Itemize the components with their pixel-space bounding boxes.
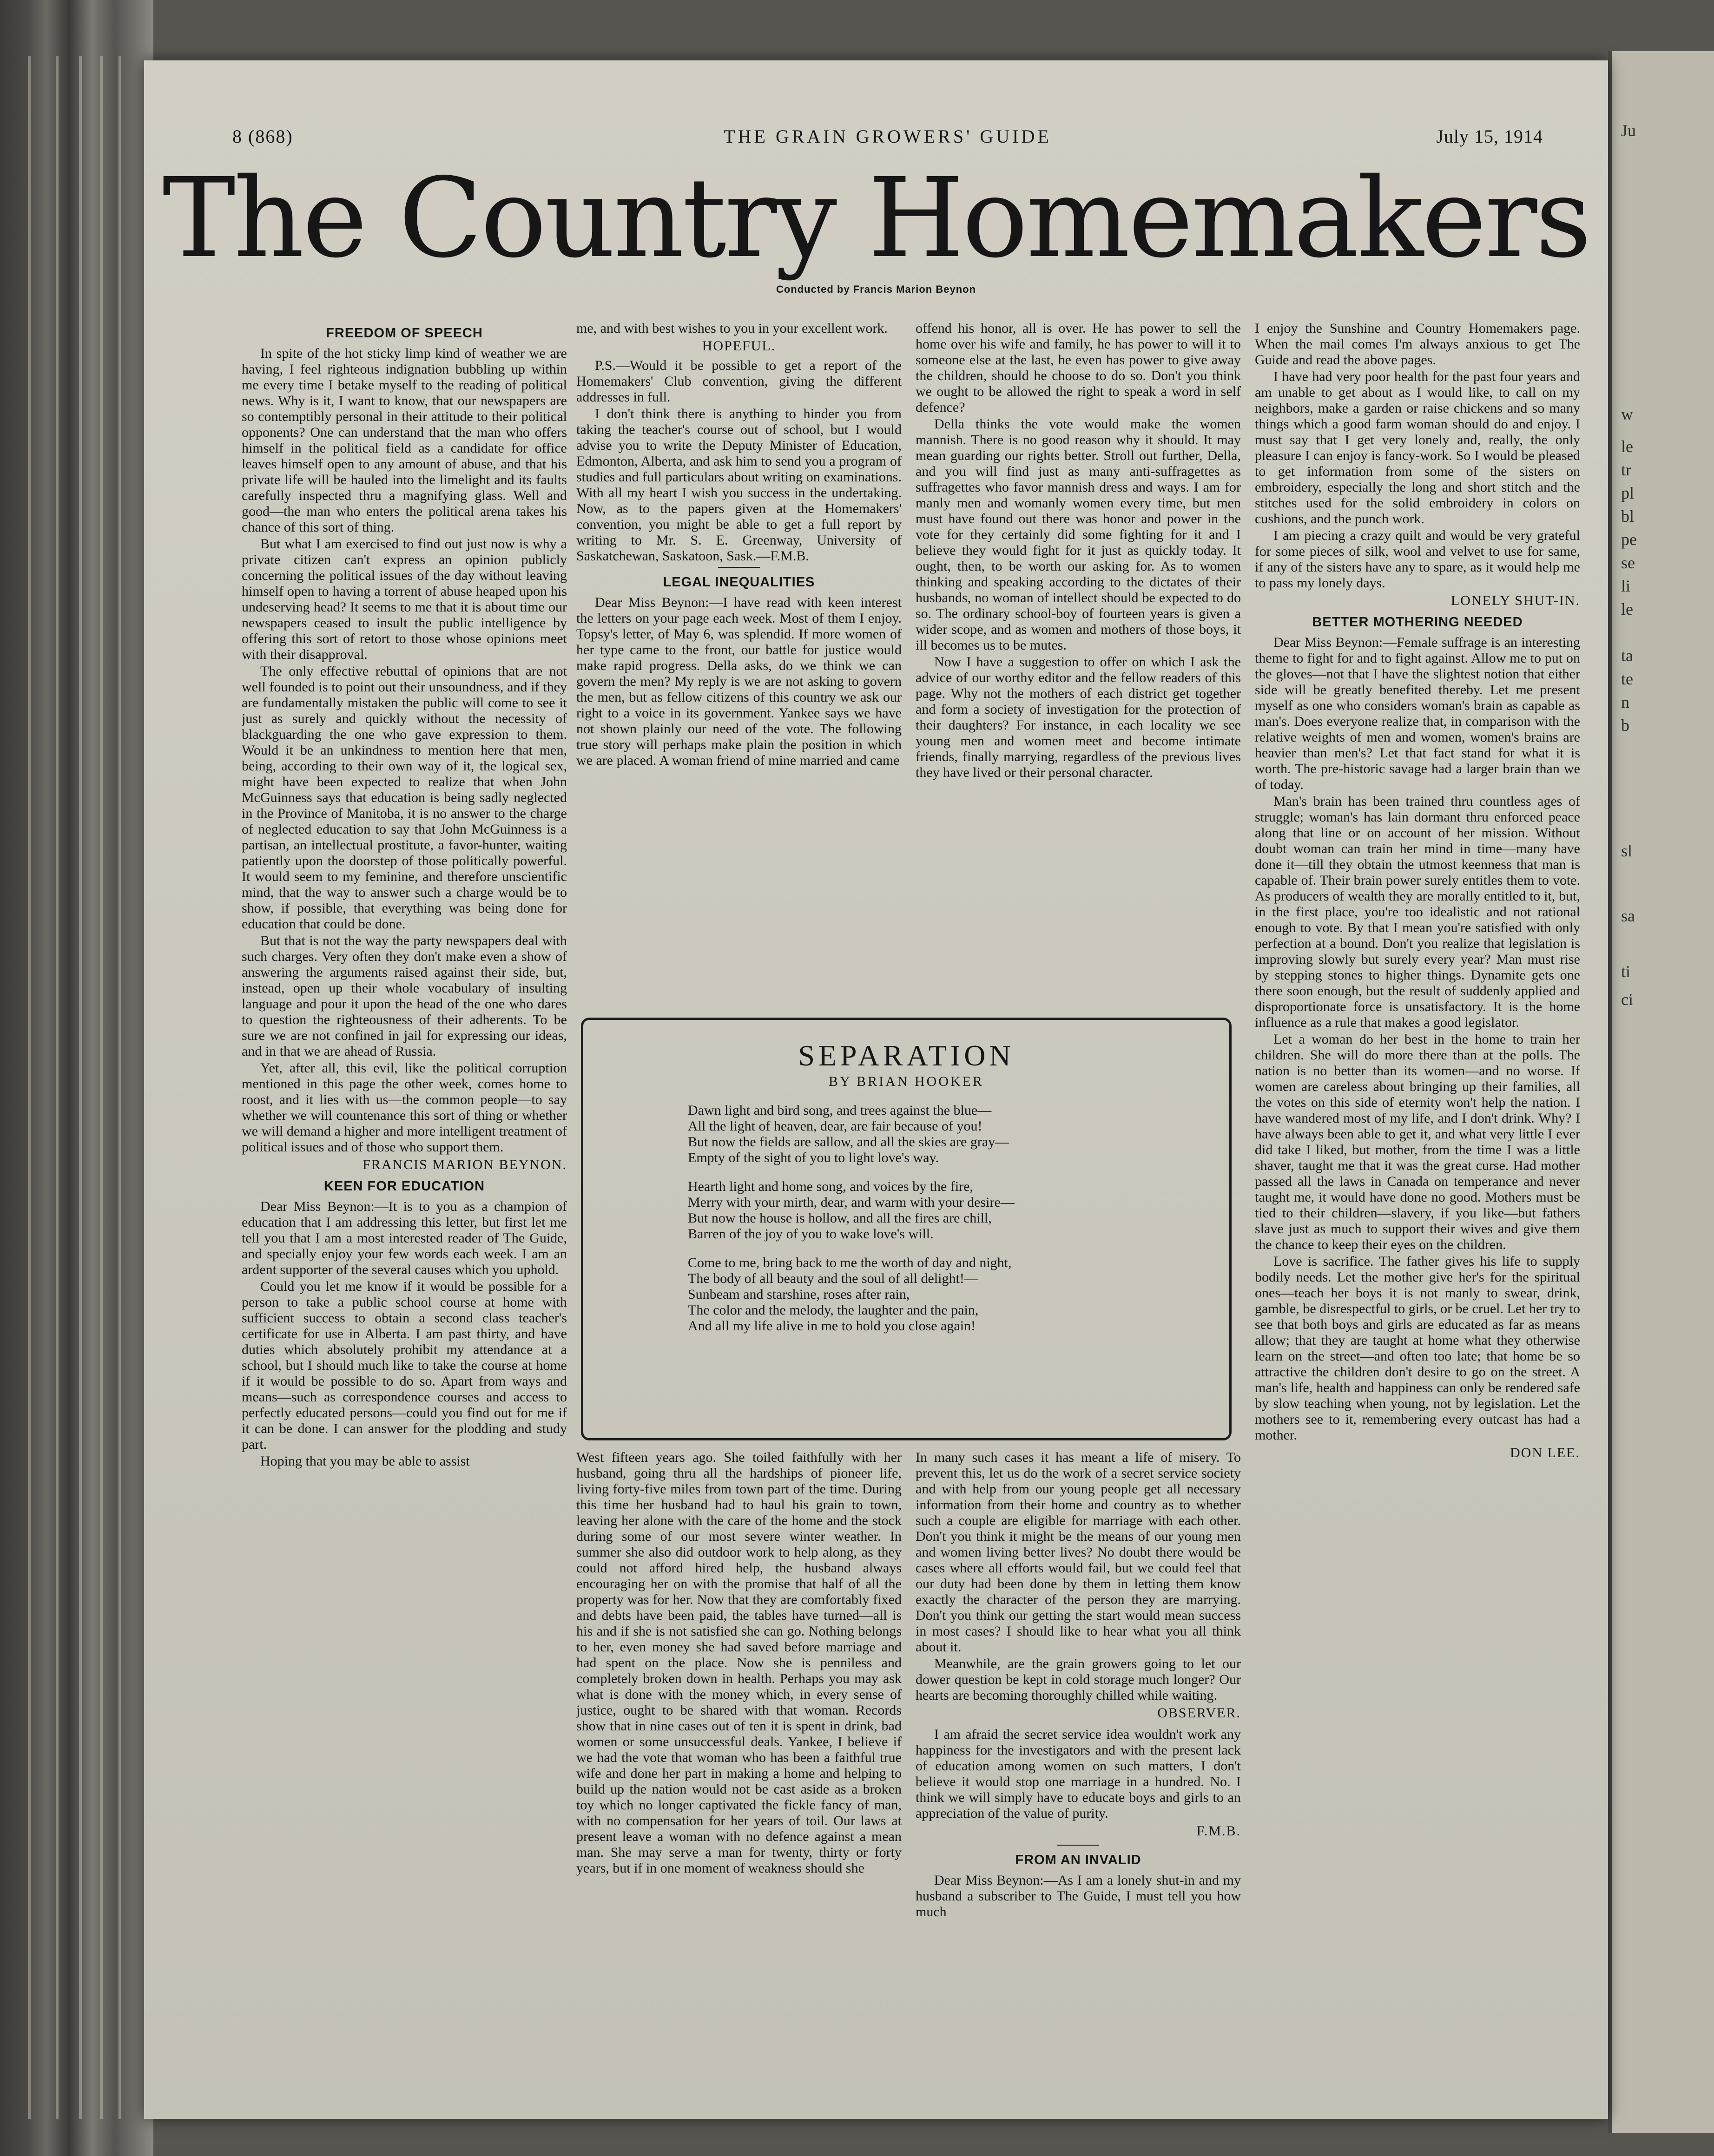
next-page-fragment: li bbox=[1621, 577, 1631, 595]
section-divider bbox=[718, 567, 760, 568]
next-page-fragment: ta bbox=[1621, 646, 1633, 665]
next-page-fragment: w bbox=[1621, 405, 1633, 423]
article-heading: LEGAL INEQUALITIES bbox=[663, 575, 815, 590]
column-3-top bbox=[916, 321, 1241, 999]
newspaper-page bbox=[144, 60, 1608, 2119]
page-header bbox=[232, 125, 1543, 153]
next-page-fragment: le bbox=[1621, 437, 1633, 456]
poem-line: Merry with your mirth, dear, and warm with your desire— bbox=[688, 1195, 1015, 1210]
publication-name: THE GRAIN GROWERS' GUIDE bbox=[724, 126, 1052, 147]
issue-date: July 15, 1914 bbox=[1436, 126, 1543, 147]
poem-line: The color and the melody, the laughter and the pain, bbox=[688, 1302, 979, 1318]
page-number: 8 (868) bbox=[232, 126, 293, 147]
article-paragraph: Meanwhile, are the grain growers going to let our dower question be kept in cold storage much longer? Our hearts are becoming thoroughly chilled while waiting. bbox=[916, 1656, 1241, 1703]
adjacent-page-edge bbox=[1608, 51, 1714, 2133]
poem-line: Empty of the sight of you to light love's way. bbox=[688, 1150, 939, 1165]
article-signature: LONELY SHUT-IN. bbox=[1450, 593, 1580, 608]
next-page-fragment: bl bbox=[1621, 507, 1635, 526]
column-4 bbox=[1255, 321, 1580, 2091]
next-page-fragment: ti bbox=[1621, 962, 1631, 981]
article-paragraph: But what I am exercised to find out just now is why a private citizen can't express an opinion publicly concerning the political issues of the day without leaving himself open to having a torrent of abuse heaped upon his undeserving head? It seems to me that it is about time our newspapers ceased to insult the public intelligence by offering this sort of retort to those whose opinions meet with their disapproval. bbox=[242, 536, 567, 662]
poem-stanza bbox=[688, 1255, 1229, 1334]
article-paragraph: Dear Miss Beynon:—It is to you as a champion of education that I am addressing this letter, but first let me tell you that I am a most interested reader of The Guide, and specially enjoy your few words each week. I am an ardent supporter of the several causes which you uphold. bbox=[242, 1199, 567, 1277]
next-page-fragment: sl bbox=[1621, 841, 1633, 860]
article-paragraph: But that is not the way the party newspapers deal with such charges. Very often they don't make even a show of answering the arguments raised against their side, but, instead, open up their whole vocabulary of insulting language and pour it upon the head of the one who dares to question the righteousness of their adherents. To be sure we are not confined in jail for expressing our ideas, and in that we are ahead of Russia. bbox=[242, 933, 567, 1059]
article-paragraph: Dear Miss Beynon:—I have read with keen interest the letters on your page each week. Most of them I enjoy. Topsy's letter, of May 6, was splendid. If more women of her type came to the front, our battle for justice would make rapid progress. Della asks, do we think we can govern the men? My reply is we are not asking to govern the men, but as fellow citizens of this country we ask our right to a voice in its government. Yankee says we have not shown plainly our need of the vote. The following true story will perhaps make plain the position in which we are placed. A woman friend of mine married and came bbox=[576, 595, 902, 768]
article-paragraph: Could you let me know if it would be possible for a person to take a public school course at home with sufficient success to obtain a second class teacher's certificate for use in Alberta. I am past thirty, and have duties which absolutely prohibit my attendance at a school, but I should much like to take the course at home if it would be possible to do so. Apart from ways and means—such as correspondence courses and access to perfectly educated persons—could you find out for me if it can be done. I can answer for the plodding and study part. bbox=[242, 1279, 567, 1452]
next-page-fragment: b bbox=[1621, 716, 1629, 735]
article-paragraph: Yet, after all, this evil, like the political corruption mentioned in this page the other week, comes home to roost, and it lies with us—the common people—to say whether we will countenance this sort of thing or whether we will demand a higher and more intelligent treatment of political issues and of those who support them. bbox=[242, 1060, 567, 1155]
article-paragraph: me, and with best wishes to you in your excellent work. bbox=[576, 321, 888, 336]
article-paragraph: Dear Miss Beynon:—As I am a lonely shut-in and my husband a subscriber to The Guide, I must tell you how much bbox=[916, 1873, 1241, 1919]
poem-line: Hearth light and home song, and voices by the fire, bbox=[688, 1179, 974, 1194]
next-page-fragment: sa bbox=[1621, 907, 1635, 925]
poem-line: Come to me, bring back to me the worth of day and night, bbox=[688, 1255, 1012, 1270]
article-paragraph: I have had very poor health for the past four years and am unable to get about as I would like, to call on my neighbors, make a garden or raise chickens and so many things which a good farm woman should do and enjoy. I must say that I get very lonely and, really, the only pleasure I can enjoy is fancy-work. So I would be pleased to get information from some of the sisters on embroidery, especially the long and short stitch and the stitches used for the solid embroidery in colors on cushions, and the punch work. bbox=[1255, 369, 1580, 526]
article-paragraph: P.S.—Would it be possible to get a report of the Homemakers' Club convention, giving the different addresses in full. bbox=[576, 358, 902, 405]
poem-line: And all my life alive in me to hold you close again! bbox=[688, 1318, 976, 1334]
column-2-bottom bbox=[576, 1450, 902, 2091]
article-paragraph: offend his honor, all is over. He has power to sell the home over his wife and family, he has power to will it to someone else at the last, he even has power to give away the children, should he choose to do so. Don't you think we ought to be allowed the right to speak a word in self defence? bbox=[916, 321, 1241, 415]
article-paragraph: Love is sacrifice. The father gives his life to supply bodily needs. Let the mother give her's for the spiritual ones—teach her boys it is not manly to swear, drink, gamble, be disrespectful to girls, or be cruel. Let her try to see that both boys and girls are educated as far as means allow; that they are taught at home what they otherwise learn on the street—and often too late; that home be so attractive the children don't desire to go on the street. A man's life, health and happiness can only be rendered safe by slow teaching when young, not by legislation. Let the mothers see to it, remembering every outcast has had a mother. bbox=[1255, 1254, 1580, 1443]
poem-box bbox=[581, 1018, 1232, 1440]
article-paragraph: In many such cases it has meant a life of misery. To prevent this, let us do the work of a secret service society and with help from our young people get all necessary information from their home and country as to whether such a couple are eligible for marriage with each other. Don't you think it might be the means of our young men and women living better lives? No doubt there would be cases where all efforts would fail, but we could feel that our duty had been done by them in letting them know exactly the character of the person they are marrying. Don't you think our getting the start would mean success in most cases? I should like to hear what you all think about it. bbox=[916, 1450, 1241, 1655]
article-signature: FRANCIS MARION BEYNON. bbox=[363, 1157, 567, 1172]
article-signature: OBSERVER. bbox=[1157, 1705, 1241, 1721]
next-page-fragment: se bbox=[1621, 553, 1635, 572]
article-paragraph: I am piecing a crazy quilt and would be very grateful for some pieces of silk, wool and velvet to use for same, if any of the sisters have any to spare, as it would help me to pass my lonely days. bbox=[1255, 528, 1580, 591]
page-title: The Country Homemakers bbox=[162, 154, 1590, 282]
next-page-fragment: te bbox=[1621, 670, 1633, 688]
article-paragraph: West fifteen years ago. She toiled faithfully with her husband, going thru all the hardships of pioneer life, living forty-five miles from town part of the time. During this time her husband had to haul his grain to town, leaving her alone with the care of the home and the stock during some of our most severe winter weather. In summer she also did outdoor work to help along, as they could not afford hired help, the husband always encouraging her on with the promise that half of all the property was for her. Now that they are comfortably fixed and debts have been paid, the tables have turned—all is his and if she is not satisfied she can go. Nothing belongs to her, even money she had saved before marriage and had spent on the place. Now she is penniless and completely broken down in health. Perhaps you may ask what is done with the money which, in every sense of justice, ought to be shared with that woman. Records show that in nine cases out of ten it is spent in drink, bad women or some unsuccessful deals. Yankee, I believe if we had the vote that woman who has been a faithful true wife and done her part in making a home and helping to build up the nation would not be cast aside as a broken toy which no longer captivated the fickle fancy of man, with no compensation for her years of toil. Our laws at present leave a woman with no defence against a mean man. She may serve a man for twenty, thirty or forty years, but if in one moment of weakness should she bbox=[576, 1450, 902, 1876]
article-paragraph: Now I have a suggestion to offer on which I ask the advice of our worthy editor and the fellow readers of this page. Why not the mothers of each district get together and form a society of investigation for the protection of their daughters? For instance, in each locality we see young men and women meet and become intimate friends, finally marrying, regardless of the previous lives they have lived or their personal character. bbox=[916, 654, 1241, 780]
poem-stanza bbox=[688, 1179, 1229, 1242]
article-paragraph: In spite of the hot sticky limp kind of weather we are having, I feel righteous indignation bubbling up within me every time I betake myself to the reading of political news. Why is it, I want to know, that our newspapers are so contemptibly personal in their attitude to their political opponents? One can understand that the man who offers himself in the political field as a candidate for office leaves himself open to any amount of abuse, and that his private life will be hauled into the limelight and its faults carefully inspected thru a magnifying glass. Well and good—the man who enters the political arena takes his chance of this sort of thing. bbox=[242, 346, 567, 535]
next-page-fragment: pe bbox=[1621, 530, 1637, 549]
next-page-fragment: pl bbox=[1621, 484, 1635, 502]
poem-stanza bbox=[688, 1103, 1229, 1166]
poem-line: All the light of heaven, dear, are fair because of you! bbox=[688, 1118, 982, 1134]
article-paragraph: I am afraid the secret service idea wouldn't work any happiness for the investigators and with the present lack of education among women on such matters, I don't believe it would stop one marriage in a hundred. No. I think we will simply have to educate boys and girls to an appreciation of the value of purity. bbox=[916, 1727, 1241, 1821]
next-page-fragment: le bbox=[1621, 600, 1633, 618]
next-page-fragment: tr bbox=[1621, 460, 1631, 479]
poem-line: Sunbeam and starshine, roses after rain, bbox=[688, 1287, 910, 1302]
poem-author: BY BRIAN HOOKER bbox=[829, 1074, 984, 1089]
article-paragraph: Let a woman do her best in the home to train her children. She will do more there than at the polls. The nation is no better than its women—and no worse. If women are careless about bringing up their families, all the votes on this side of eternity won't help the nation. I have wandered most of my life, and I don't drink. Why? I have always been able to get it, and what very little I ever did take I liked, but mother, from the time I was a little shaver, taught me that it was the great curse. Had mother passed all the laws in Canada on temperance and never taught me, it would have done no good. Mothers must be tied to their children—slavery, if you like—but fathers slave just as much to support their wives and give them the chance to keep their eyes on the children. bbox=[1255, 1032, 1580, 1252]
page-byline: Conducted by Francis Marion Beynon bbox=[776, 283, 976, 295]
article-paragraph: I don't think there is anything to hinder you from taking the teacher's course out of school, but I would advise you to write the Deputy Minister of Education, Edmonton, Alberta, and ask him to send you a program of studies and full particulars about writing on examinations. With all my heart I wish you success in the undertaking. Now, as to the papers given at the Homemakers' convention, you might be able to get a full report by writing to Mr. S. E. Greenway, University of Saskatchewan, Saskatoon, Sask.—F.M.B. bbox=[576, 406, 902, 564]
next-page-fragment: ci bbox=[1621, 990, 1633, 1009]
next-page-fragment: Ju bbox=[1621, 121, 1636, 140]
next-page-fragment: n bbox=[1621, 693, 1629, 711]
article-heading: FROM AN INVALID bbox=[1015, 1853, 1141, 1867]
article-signature: DON LEE. bbox=[1510, 1445, 1580, 1460]
column-1 bbox=[242, 321, 567, 2091]
article-paragraph: Man's brain has been trained thru countless ages of struggle; woman's has lain dormant thru enforced peace along that line or on account of her mission. Without doubt woman can train her mind in time—many have done it—till they obtain the utmost keenness that man is capable of. Their brain power surely entitles them to vote. As producers of wealth they are morally entitled to it, but, in the first place, you're too idealistic and not rational enough to vote. By that I mean you're satisfied with only perfection at a bound. Don't you realize that legislation is improving slowly but surely every year? Man must rise by stepping stones to higher things. Dynamite gets one there soon enough, but the result of suddenly applied and disproportionate force is unsatisfactory. It is the home influence as a rule that makes a good legislator. bbox=[1255, 794, 1580, 1030]
article-heading: FREEDOM OF SPEECH bbox=[326, 326, 483, 341]
poem-line: But now the fields are sallow, and all the skies are gray— bbox=[688, 1134, 1009, 1150]
section-divider bbox=[1057, 1845, 1099, 1846]
article-paragraph: The only effective rebuttal of opinions that are not well founded is to point out their unsoundness, and if they are fundamentally mistaken the public will come to see it just as surely and quickly without the necessity of blackguarding the one who gave expression to them. Would it be an unkindness to mention here that men, being, according to their own way of it, the logical sex, might have been expected to realize that when John McGuinness says that education is being sadly neglected in the Province of Manitoba, it is no answer to the charge of neglected education to say that John McGuinness is a partisan, an intellectual prostitute, a favor-hunter, waiting patiently upon the doorstep of those politically powerful. It would seem to my feminine, and therefore unscientific mind, that the way to answer such a charge would be to show, if possible, that everything was being done for education that could be done. bbox=[242, 664, 567, 932]
article-paragraph: Dear Miss Beynon:—Female suffrage is an interesting theme to fight for and to fight against. Allow me to put on the gloves—not that I have the slightest notion that either side will be greatly benefited thereby. Let me present myself as one who considers woman's brain as capable as man's. Does everyone realize that, in comparison with the relative weights of men and women, women's brains are heavier than men's? Let that fact stand for what it is worth. The pre-historic savage had a larger brain than we of today. bbox=[1255, 635, 1580, 792]
article-heading: BETTER MOTHERING NEEDED bbox=[1312, 615, 1523, 630]
article-heading: KEEN FOR EDUCATION bbox=[323, 1179, 485, 1194]
article-paragraph: Della thinks the vote would make the women mannish. There is no good reason why it should. It may mean guarding our rights better. Stroll out further, Della, and you will find just as many anti-suffragettes as suffragettes who favor mannish dress and ways. I am for manly men and womanly women every time, but men must have found out there was honor and power in the vote for they certainly did some fighting for it and I believe they would fight for it just as quickly today. It ought, then, to be worth our asking for. As to women thinking and speaking according to the dictates of their husbands, no woman of intellect should be expected to do so. The ordinary school-boy of fourteen years is given a wider scope, and as women and mothers of those boys, it ill becomes us to be mutes. bbox=[916, 416, 1241, 653]
poem-line: Barren of the joy of you to wake love's will. bbox=[688, 1226, 934, 1242]
poem-line: Dawn light and bird song, and trees against the blue— bbox=[688, 1103, 992, 1118]
poem-title: SEPARATION bbox=[798, 1039, 1015, 1072]
article-paragraph: I enjoy the Sunshine and Country Homemakers page. When the mail comes I'm always anxious to get The Guide and read the above pages. bbox=[1255, 321, 1580, 368]
poem-line: But now the house is hollow, and all the fires are chill, bbox=[688, 1210, 992, 1226]
column-2-top bbox=[576, 321, 902, 999]
book-binding bbox=[0, 0, 153, 2156]
column-3-bottom bbox=[916, 1450, 1241, 2091]
poem-line: The body of all beauty and the soul of all delight!— bbox=[688, 1271, 978, 1286]
article-signature: HOPEFUL. bbox=[702, 338, 776, 354]
article-paragraph: Hoping that you may be able to assist bbox=[260, 1453, 470, 1469]
article-signature: F.M.B. bbox=[1196, 1823, 1241, 1839]
